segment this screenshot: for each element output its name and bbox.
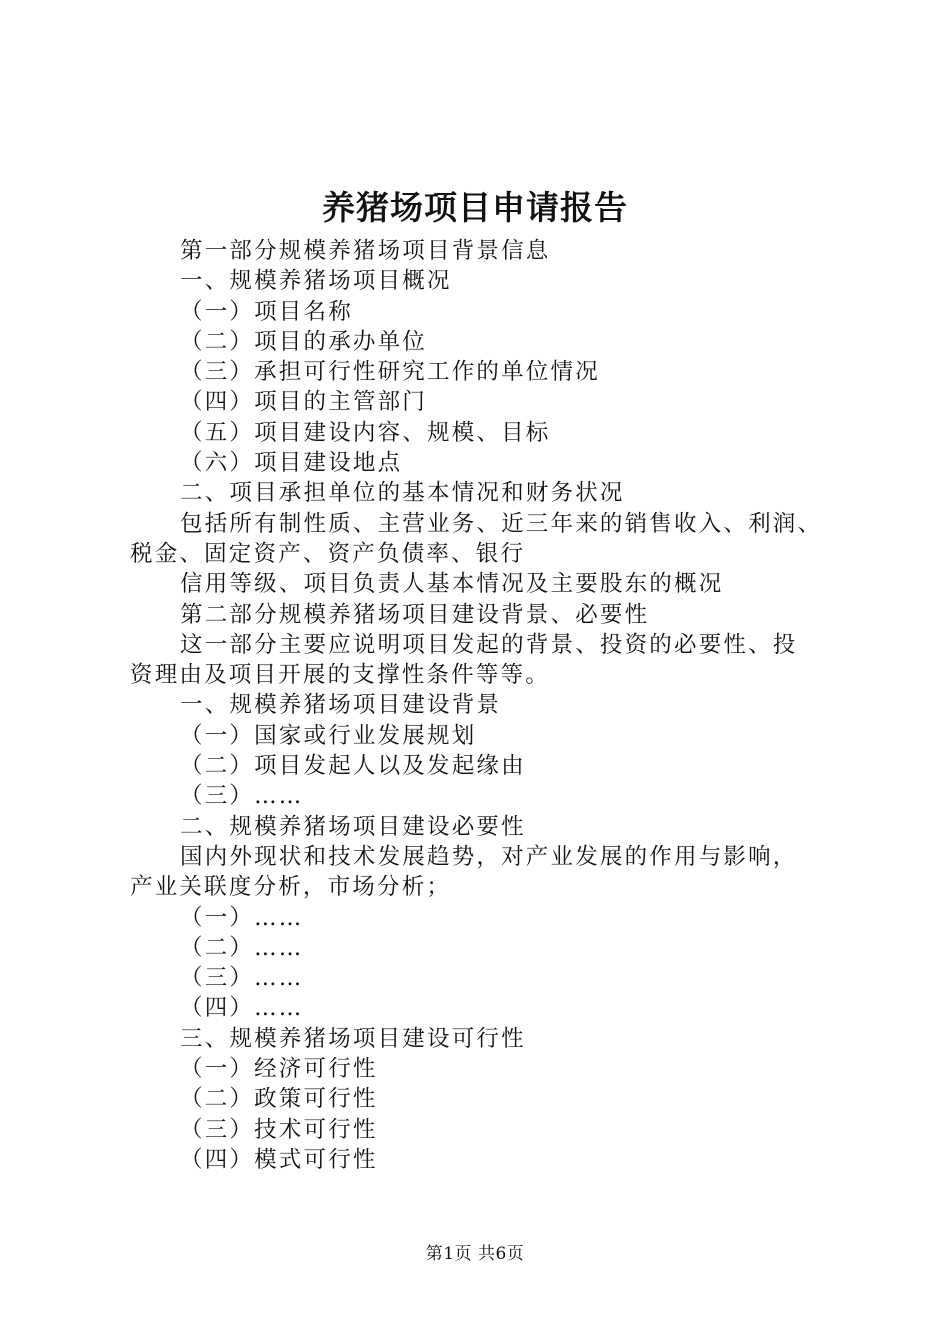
paragraph-line: 资理由及项目开展的支撑性条件等等。 — [130, 662, 550, 689]
part-heading: 第一部分规模养猪场项目背景信息 — [180, 238, 551, 264]
section-heading: 一、规模养猪场项目建设背景 — [180, 692, 502, 719]
list-item: （一）…… — [180, 904, 304, 931]
list-item: （四）项目的主管部门 — [180, 389, 428, 416]
section-heading: 一、规模养猪场项目概况 — [180, 268, 452, 295]
list-item: （一）项目名称 — [180, 298, 353, 325]
paragraph-line: 国内外现状和技术发展趋势，对产业发展的作用与影响， — [180, 843, 798, 870]
document-body — [130, 236, 842, 1175]
list-item: （四）…… — [180, 995, 304, 1022]
list-item: （六）项目建设地点 — [180, 450, 403, 477]
list-item: （三）承担可行性研究工作的单位情况 — [180, 359, 600, 386]
paragraph-line: 信用等级、项目负责人基本情况及主要股东的概况 — [180, 571, 724, 598]
section-heading: 二、项目承担单位的基本情况和财务状况 — [180, 480, 625, 507]
section-heading: 二、规模养猪场项目建设必要性 — [180, 813, 526, 840]
paragraph-line: 这一部分主要应说明项目发起的背景、投资的必要性、投 — [180, 631, 798, 658]
list-item: （一）国家或行业发展规划 — [180, 722, 477, 749]
paragraph-line: 税金、固定资产、资产负债率、银行 — [130, 540, 526, 567]
list-item: （一）经济可行性 — [180, 1056, 378, 1083]
part-heading: 第二部分规模养猪场项目建设背景、必要性 — [180, 601, 650, 628]
list-item: （三）…… — [180, 783, 304, 810]
list-item: （二）政策可行性 — [180, 1086, 378, 1113]
list-item: （四）模式可行性 — [180, 1146, 378, 1173]
paragraph-line: 产业关联度分析，市场分析； — [130, 874, 452, 901]
page-footer: 第1页 共6页 — [425, 1244, 525, 1264]
list-item: （五）项目建设内容、规模、目标 — [180, 419, 551, 446]
list-item: （二）项目的承办单位 — [180, 328, 428, 355]
list-item: （三）…… — [180, 965, 304, 992]
list-item: （三）技术可行性 — [180, 1116, 378, 1143]
paragraph-line: 包括所有制性质、主营业务、近三年来的销售收入、利润、 — [180, 510, 823, 537]
list-item: （二）…… — [180, 934, 304, 961]
list-item: （二）项目发起人以及发起缘由 — [180, 753, 526, 780]
section-heading: 三、规模养猪场项目建设可行性 — [180, 1025, 526, 1052]
document-title: 养猪场项目申请报告 — [322, 188, 628, 227]
